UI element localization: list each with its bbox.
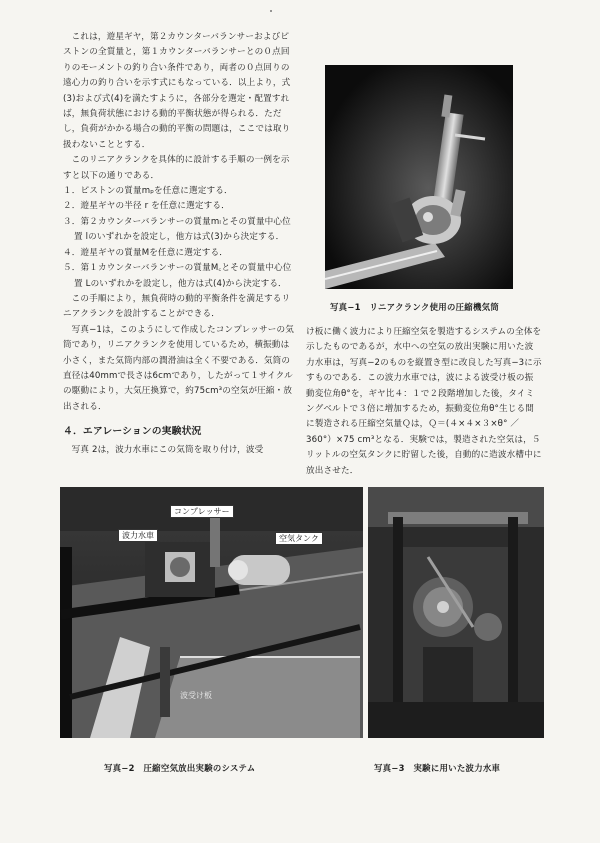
paragraph-photo1-description: 写真−1は，このようにして作成したコンプレッサーの気筒であり，リニアクランクを使用しているため，横振動は小さく，また気筒内部の潤滑油は全く不要である．気筒の直径は40mmで長さは6cmであり，したがって１サイクルの駆動により，大気圧換算で，約75cm³の空気が圧縮・放出される． (63, 324, 294, 412)
photo-2-label-air-tank: 空気タンク (275, 532, 323, 545)
procedure-step-2: ２．遊星ギヤの半径 r を任意に選定する． (63, 201, 230, 212)
photo-2-caption: 写真−2 圧縮空気放出実験のシステム (104, 763, 256, 773)
paragraph-photo2-intro: 写真 2は，波力水車にこの気筒を取り付け，波受 (71, 444, 264, 455)
photo-2-experiment-system (60, 487, 363, 738)
paragraph-procedure-result: この手順により，無負荷時の動的平衡条件を満足するリニアクランクを設計することができる． (63, 293, 291, 320)
photo-2-label-wave-plate: 波受け板 (180, 691, 212, 700)
photo-1-compressor-cylinder (325, 65, 513, 289)
procedure-step-4: ４．遊星ギヤの質量Mを任意に選定する． (63, 247, 228, 258)
left-text-column (63, 30, 295, 458)
photo-2-label-compressor: コンプレッサー (170, 505, 234, 518)
paragraph-wave-turbine-system: け板に働く波力により圧縮空気を製造するシステムの全体を示したものであるが，水中への空気の放出実験に用いた波力水車は，写真−2のものを縦置き型に改良した写真−3に示すものである．この波力水車では，波による波受け板の振動変位角θ°を，ギヤ比４：１で２段階増加した後，タイミングベルトで３倍に増加するため，振動変位角θ°生じる間に製造される圧縮空気量Ｑは，Ｑ＝(４×４×３×θ° ／360°）×75 cm³となる．実験では，製造された空気は，５リットルの空気タンクに貯留した後，自動的に造波水槽中に放出させた． (306, 327, 542, 476)
procedure-step-5: ５．第１カウンターバランサーの質量M꜀とその質量中心位置 Lのいずれかを設定し，他方は式(4)から決定する． (63, 263, 292, 289)
photo-1-caption: 写真−1 リニアクランク使用の圧縮機気筒 (330, 302, 500, 312)
scan-speck (270, 10, 272, 12)
procedure-step-3: ３．第２カウンターバランサーの質量mₗとその質量中心位置 lのいずれかを設定し，他方は式(3)から決定する． (63, 216, 291, 243)
right-text-column (306, 325, 542, 479)
photo-2-label-wave-turbine: 波力水車 (118, 529, 158, 542)
photo-3-caption: 写真−3 実験に用いた波力水車 (374, 763, 501, 773)
paragraph-balance-condition: これは，遊星ギヤ，第２カウンターバランサーおよびピストンの全質量と，第１カウンターバランサーとの０点回りのモーメントの釣り合い条件であり，両者の０点回りの遠心力の釣り合いを示す式にもなっている．以上より，式(3)および式(4)を満たすように，各部分を選定・配置すれば，無負荷状態における動的平衡状態が得られる．ただし，負荷がかかる場合の動的平衡の問題は，ここでは取り扱わないこととする． (63, 32, 291, 150)
section-heading-aeration: ４．エアレーションの実験状況 (63, 426, 202, 438)
photo-3-wave-turbine (368, 487, 544, 738)
procedure-step-1: １．ピストンの質量mₚを任意に選定する． (63, 186, 233, 197)
paragraph-design-procedure-intro: このリニアクランクを具体的に設計する手順の一例を示すと以下の通りである． (63, 155, 290, 181)
